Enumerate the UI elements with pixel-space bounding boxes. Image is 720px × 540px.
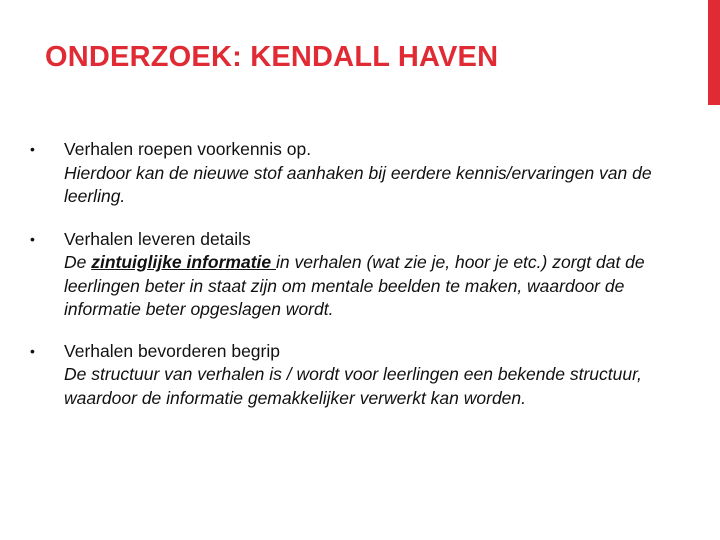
bullet-body-suffix: in verhalen (wat zie je, hoor je etc.) zorgt dat de leerlingen beter in staat zijn om mentale beelden te maken, waardoor de informatie beter opgeslagen wordt. bbox=[64, 252, 645, 319]
slide-title: ONDERZOEK: KENDALL HAVEN bbox=[45, 41, 499, 73]
bullet-item-details bbox=[30, 228, 660, 322]
bullet-body: Hierdoor kan de nieuwe stof aanhaken bij eerdere kennis/ervaringen van de leerling. bbox=[64, 162, 652, 206]
bullet-heading: Verhalen leveren details bbox=[64, 228, 251, 249]
bullet-icon: • bbox=[30, 141, 35, 157]
accent-bar bbox=[708, 0, 720, 105]
bullet-item-voorkennis bbox=[30, 138, 660, 209]
bullet-icon: • bbox=[30, 230, 35, 247]
bullet-item-begrip bbox=[30, 340, 660, 411]
emphasized-phrase: zintuiglijke informatie bbox=[91, 252, 276, 272]
bullet-body-prefix: De bbox=[64, 252, 92, 272]
bullet-heading: Verhalen roepen voorkennis op. bbox=[64, 139, 312, 159]
bullet-heading: Verhalen bevorderen begrip bbox=[64, 340, 280, 361]
bullet-icon: • bbox=[30, 342, 35, 359]
bullet-body: De structuur van verhalen is / wordt voor leerlingen een bekende structuur, waardoor de informatie gemakkelijker verwerkt kan worden. bbox=[64, 364, 642, 408]
bullet-list bbox=[30, 138, 660, 429]
bullet-body bbox=[64, 251, 660, 322]
